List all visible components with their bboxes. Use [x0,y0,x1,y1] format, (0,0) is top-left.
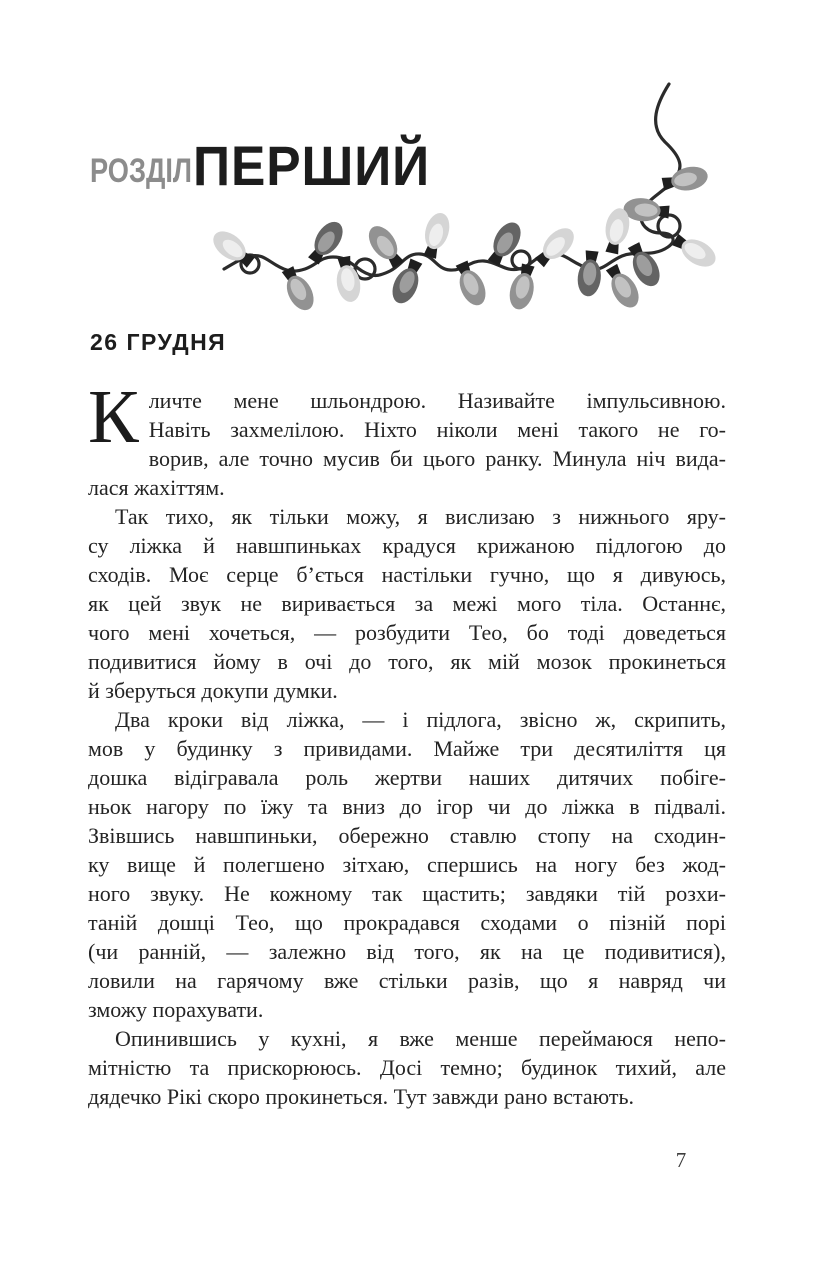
text-line: мітністю та прискорююсь. Досі темно; будинок тихий, але [88,1055,726,1080]
light-bulb [669,230,720,273]
text-line: подивитися йому в очі до того, як мій мозок прокинеться [88,649,726,674]
text-line: ку вище й полегшено зітхаю, спершись на ногу без жод- [88,852,726,877]
drop-cap: К [88,375,139,459]
text-line: дошка відігравала роль жертви наших дитячих побіге- [88,765,726,790]
text-line: (чи ранній, — залежно від того, як на це подивитися), [88,939,726,964]
light-bulb [451,258,491,309]
text-line: лася жахіттям. [88,475,225,500]
paragraph [88,1024,726,1111]
text-line: мов у будинку з привидами. Майже три десятиліття ця [88,736,726,761]
text-line: чого мені хочеться, — розбудити Тео, бо тоді доведеться [88,620,726,645]
text-line: личте мене шльондрою. Називайте імпульсивною. [148,388,726,413]
page-number: 7 [675,1148,687,1172]
text-line: таній дошці Тео, що прокрадався сходами о пізній порі [88,910,726,935]
text-line: як цей звук не виривається за межі мого тіла. Останнє, [88,591,726,616]
light-bulb [576,250,604,298]
text-line: су ліжка й навшпиньках крадуся крижаною підлогою до [88,533,726,558]
light-bulb [419,210,454,260]
text-line: ворив, але точно мусив би цього ранку. Минула ніч вида- [148,446,726,471]
text-line: ного звуку. Не кожному так щастить; завдяки тій розхи- [88,881,726,906]
chapter-title: ПЕРШИЙ [193,134,431,197]
light-bulb [661,163,710,195]
text-line: ловили на гарячому вже стільки разів, що я навряд чи [88,968,726,993]
text-line: Опинившись у кухні, я вже менше переймаюся непо- [115,1026,726,1051]
text-line: Звівшись навшпиньки, обережно ставлю стопу на сходин- [88,823,726,848]
light-bulb [531,222,579,270]
text-line: Два кроки від ліжка, — і підлога, звісно ж, скрипить, [115,707,726,732]
text-line: ньок нагору по їжу та вниз до ігор чи до ліжка в підвалі. [88,794,726,819]
paragraph [88,705,726,1024]
body-text [88,375,726,1111]
text-line: Навіть захмелілою. Ніхто ніколи мені такого не го- [148,417,726,442]
text-line: дядечко Рікі скоро прокинеться. Тут завжди рано встають. [88,1084,634,1109]
text-line: зможу порахувати. [88,997,264,1022]
text-line: й зберуться докупи думки. [88,678,338,703]
text-line: сходів. Моє серце б’ється настільки гучно, що я дивуюсь, [88,562,726,587]
paragraph [88,502,726,705]
light-bulb [623,197,670,224]
string-lights-illustration [0,0,816,330]
chapter-label: РОЗДІЛ [90,152,192,190]
light-bulbs [208,163,720,314]
text-line: Так тихо, як тільки можу, я вислизаю з нижнього яру- [115,504,726,529]
paragraph [88,375,726,502]
date-heading: 26 ГРУДНЯ [90,329,227,355]
